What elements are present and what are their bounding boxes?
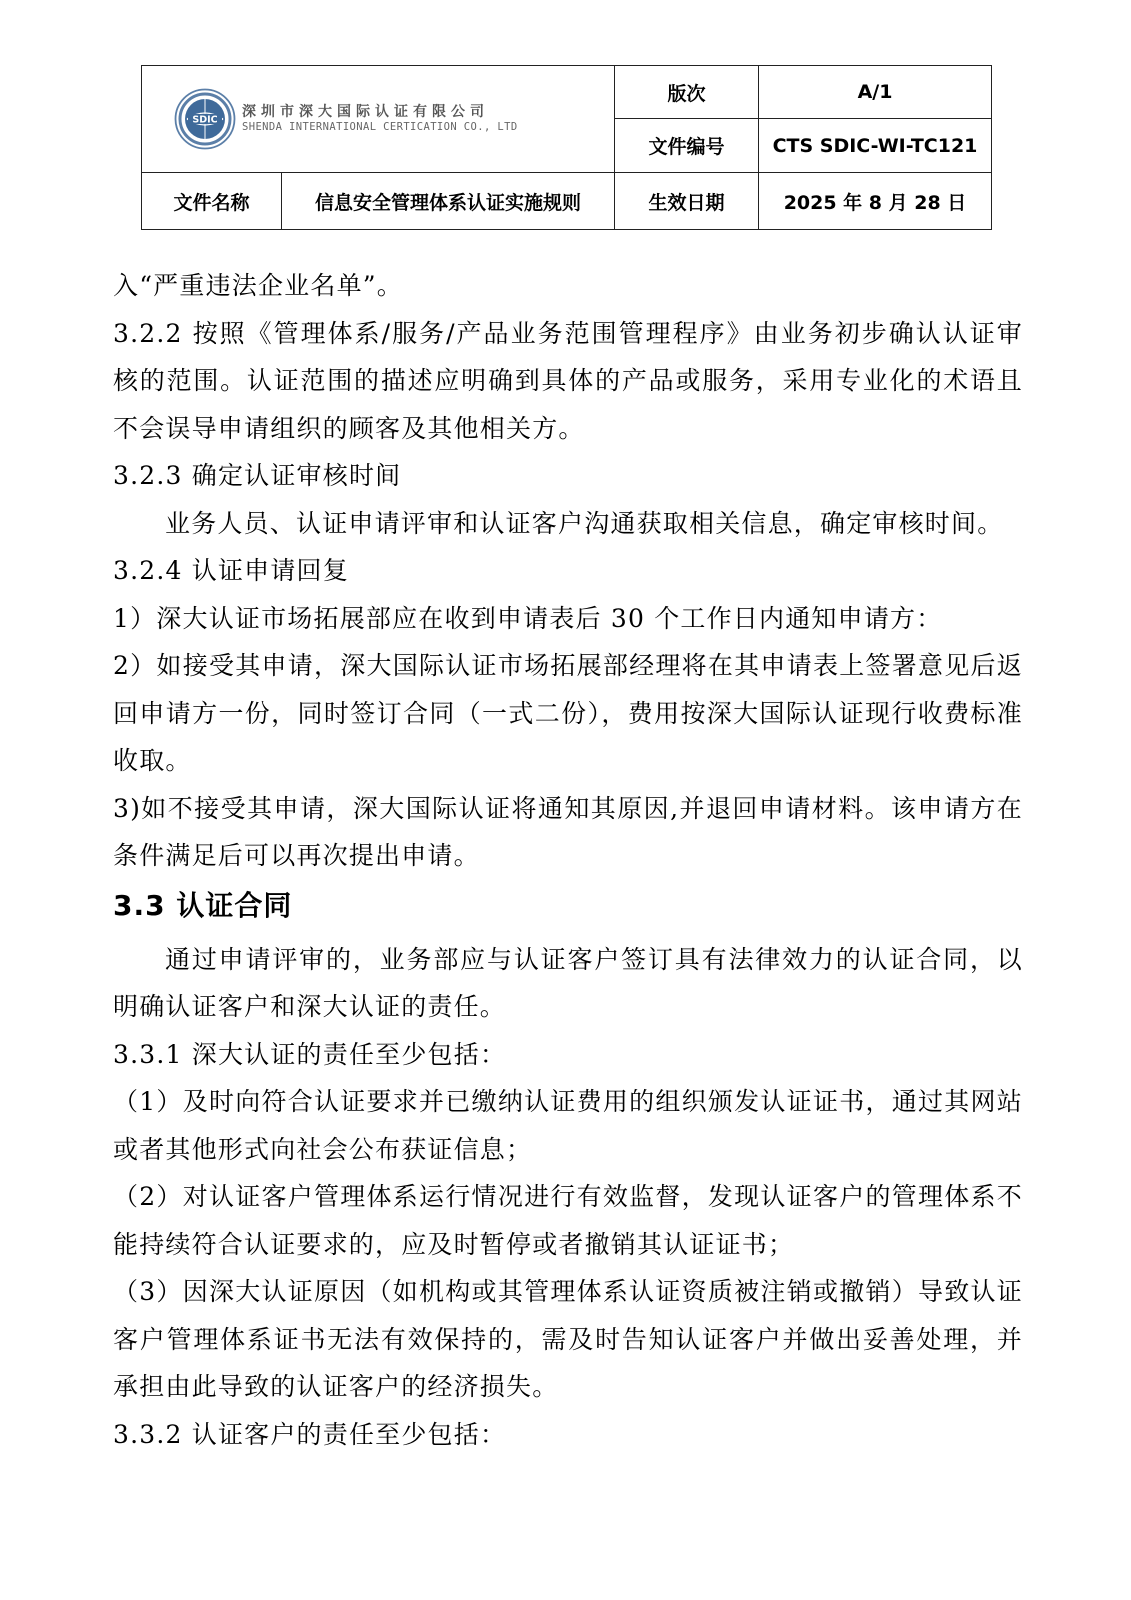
list-item: 3)如不接受其申请，深大国际认证将通知其原因,并退回申请材料。该申请方在条件满足后可以再次提出申请。 (113, 793, 1023, 870)
company-logo-cell (142, 66, 615, 173)
company-name-cn: 深圳市深大国际认证有限公司 (242, 103, 489, 120)
doc-name-value: 信息安全管理体系认证实施规则 (282, 173, 615, 230)
doc-number-value: CTS SDIC-WI-TC121 (759, 119, 992, 173)
list-item: （1）及时向符合认证要求并已缴纳认证费用的组织颁发认证证书，通过其网站或者其他形式向社会公布获证信息； (113, 1087, 1023, 1164)
doc-name-label: 文件名称 (142, 173, 282, 230)
section-heading-3-3-2: 3.3.2 认证客户的责任至少包括： (113, 1419, 507, 1449)
section-heading-3-3-1: 3.3.1 深大认证的责任至少包括： (113, 1039, 507, 1069)
list-item: 2）如接受其申请，深大国际认证市场拓展部经理将在其申请表上签署意见后返回申请方一份，同时签订合同（一式二份），费用按深大国际认证现行收费标准收取。 (113, 651, 1023, 775)
version-value: A/1 (759, 66, 992, 119)
company-name-en: SHENDA INTERNATIONAL CERTICATION CO., LTD (242, 121, 518, 134)
paragraph: 3.2.2 按照《管理体系/服务/产品业务范围管理程序》由业务初步确认认证审核的范围。认证范围的描述应明确到具体的产品或服务，采用专业化的术语且不会误导申请组织的顾客及其他相关方。 (113, 318, 1023, 443)
company-logo-icon (174, 88, 236, 150)
list-item: （3）因深大认证原因（如机构或其管理体系认证资质被注销或撤销）导致认证客户管理体系证书无法有效保持的，需及时告知认证客户并做出妥善处理，并承担由此导致的认证客户的经济损失。 (113, 1277, 1023, 1401)
paragraph: 业务人员、认证申请评审和认证客户沟通获取相关信息，确定审核时间。 (165, 508, 1004, 538)
logo-letters: SDIC (192, 114, 218, 126)
effective-date-label: 生效日期 (615, 173, 759, 230)
paragraph: 入“严重违法企业名单”。 (113, 271, 403, 300)
effective-date-value: 2025 年 8 月 28 日 (759, 173, 992, 230)
doc-number-label: 文件编号 (615, 119, 759, 173)
document-body (113, 262, 1023, 1458)
list-item: 1）深大认证市场拓展部应在收到申请表后 30 个工作日内通知申请方： (113, 603, 943, 633)
list-item: （2）对认证客户管理体系运行情况进行有效监督，发现认证客户的管理体系不能持续符合认证要求的，应及时暂停或者撤销其认证证书； (113, 1182, 1023, 1259)
version-label: 版次 (615, 66, 759, 119)
document-header-table (141, 65, 992, 230)
section-heading-3-2-3: 3.2.3 确定认证审核时间 (113, 461, 402, 490)
section-heading-3-2-4: 3.2.4 认证申请回复 (113, 556, 349, 585)
paragraph: 通过申请评审的，业务部应与认证客户签订具有法律效力的认证合同，以明确认证客户和深大认证的责任。 (113, 944, 1023, 1021)
section-heading-3-3: 3.3 认证合同 (113, 888, 293, 922)
